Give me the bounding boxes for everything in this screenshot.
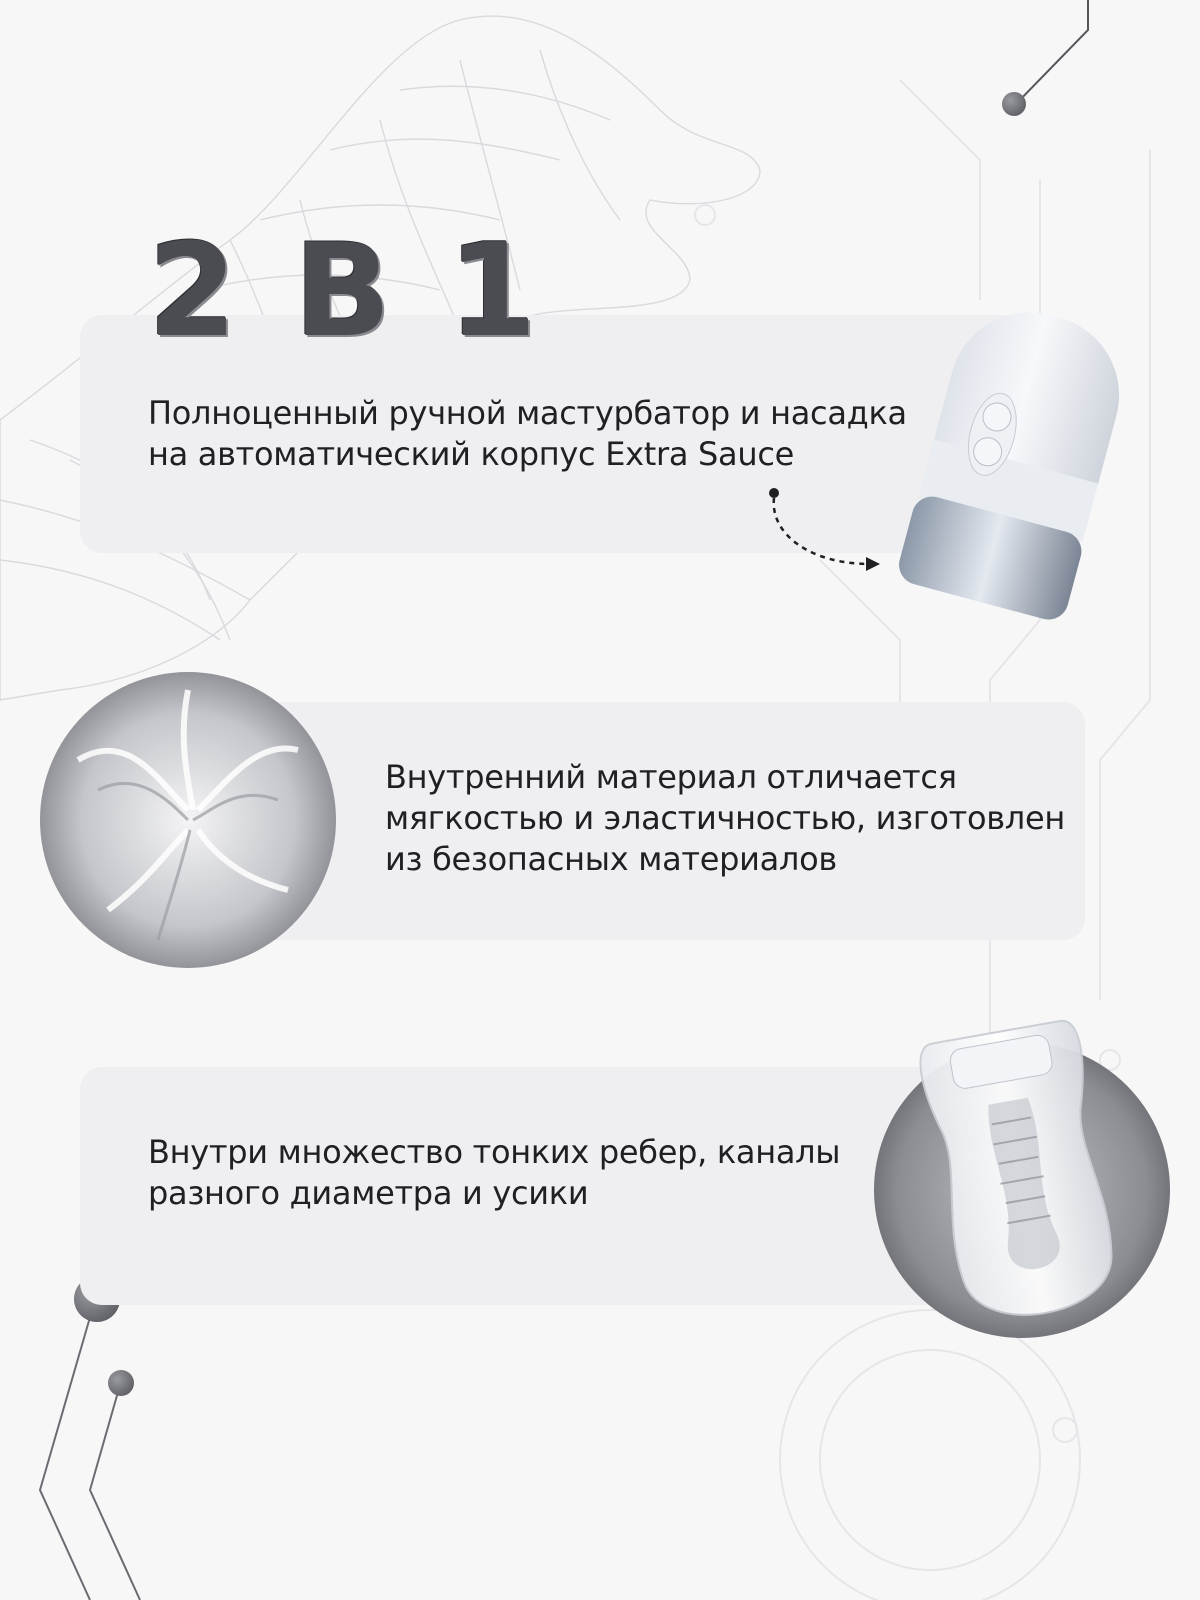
feature-3-line-2: разного диаметра и усики — [148, 1174, 589, 1212]
feature-1-line-2: на автоматический корпус Extra Sauce — [148, 435, 795, 473]
feature-3-line-1: Внутри множество тонких ребер, каналы — [148, 1133, 841, 1171]
feature-2-line-3: из безопасных материалов — [385, 840, 837, 878]
decor-dot-top-right — [1002, 92, 1026, 116]
inner-material-closeup — [38, 670, 338, 970]
feature-text-3 — [148, 1132, 840, 1214]
feature-1-line-1: Полноценный ручной мастурбатор и насадка — [148, 394, 907, 432]
decor-dot-bottom-left-small — [108, 1370, 134, 1396]
dashed-arrow-icon — [760, 484, 890, 574]
page-title: 2 В 1 — [148, 217, 543, 366]
feature-text-2 — [385, 757, 1065, 880]
feature-2-line-2: мягкостью и эластичностью, изготовлен — [385, 799, 1065, 837]
feature-text-1 — [148, 393, 907, 475]
automatic-device-image — [880, 300, 1140, 630]
feature-2-line-1: Внутренний материал отличается — [385, 758, 957, 796]
transparent-sleeve-image — [872, 1010, 1172, 1340]
